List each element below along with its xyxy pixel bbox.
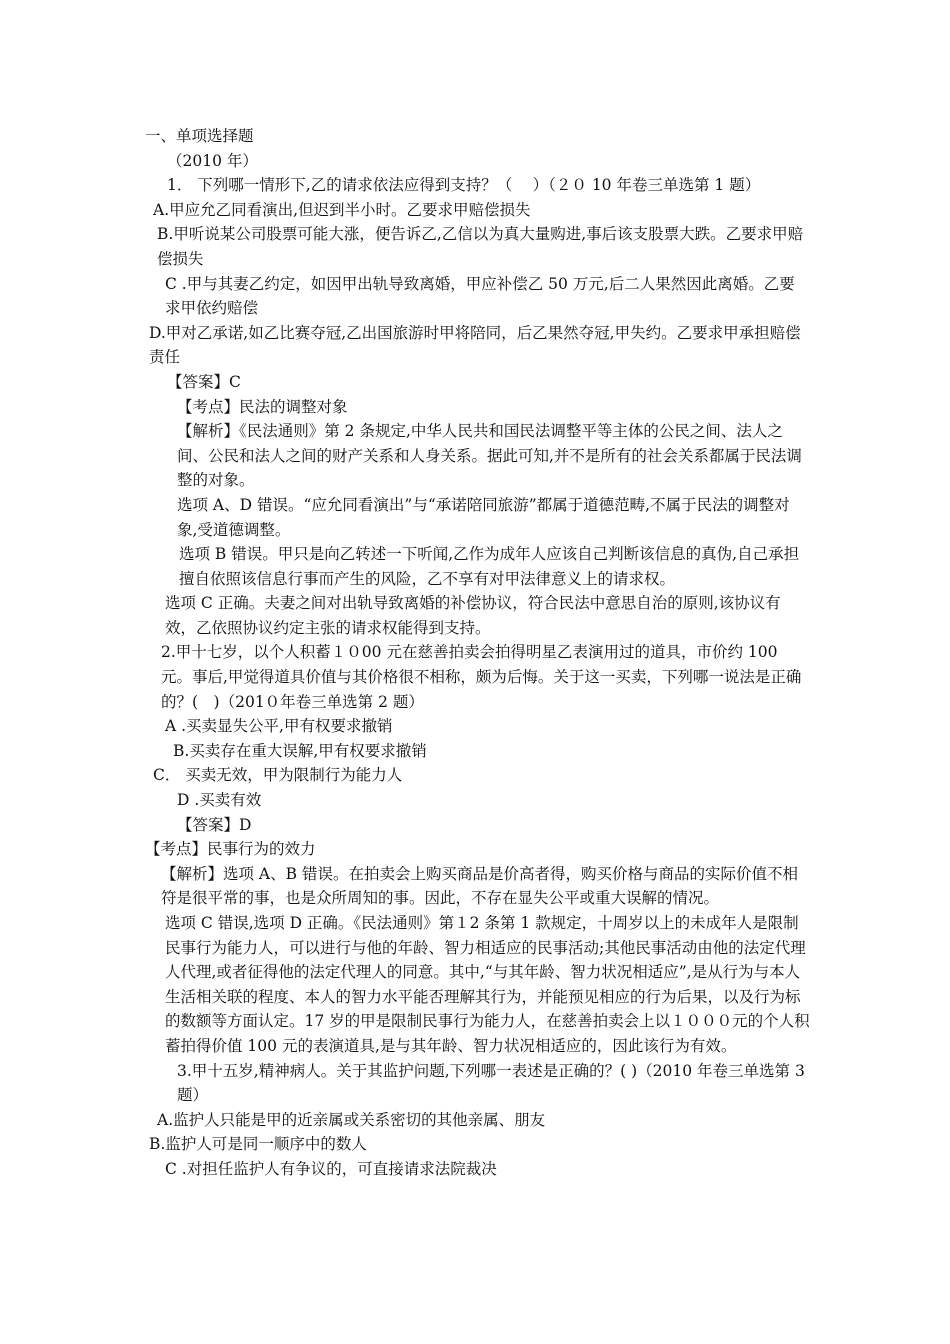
year-heading: （2010 年） (167, 151, 258, 170)
question-3-option-c: C .对担任监护人有争议的，可直接请求法院裁决 (165, 1159, 497, 1178)
question-2-option-b: B.买卖存在重大误解,甲有权要求撤销 (173, 741, 427, 760)
question-3-option-a: A.监护人只能是甲的近亲属或关系密切的其他亲属、朋友 (157, 1110, 546, 1129)
question-1-topic: 【考点】民法的调整对象 (177, 397, 348, 416)
question-3-stem: 3.甲十五岁,精神病人。关于其监护问题,下列哪一表述是正确的？( )（2010 年卷三单选第 3 题） (177, 1061, 810, 1105)
question-1-stem: 1． 下列哪一情形下,乙的请求依法应得到支持？（ ）（２０ 10 年卷三单选第 1 题） (167, 176, 761, 195)
question-1-answer: 【答案】C (167, 372, 241, 391)
question-2-option-a: A .买卖显失公平,甲有权要求撤销 (165, 717, 393, 736)
question-2-analysis: 【解析】选项 A、B 错误。在拍卖会上购买商品是价高者得，购买价格与商品的实际价值不相符是很平常的事，也是众所周知的事。因此，不存在显失公平或重大误解的情况。 (161, 864, 798, 908)
question-1-analysis-b: 选项 B 错误。甲只是向乙转述一下听闻,乙作为成年人应该自己判断该信息的真伪,自己承担擅自依照该信息行事而产生的风险，乙不享有对甲法律意义上的请求权。 (179, 545, 800, 588)
question-3-option-b: B.监护人可是同一顺序中的数人 (149, 1135, 367, 1154)
question-2-option-c: C． 买卖无效，甲为限制行为能力人 (153, 766, 403, 785)
question-1-option-b: B.甲听说某公司股票可能大涨，便告诉乙,乙信以为真大量购进,事后该支股票大跌。乙要求甲赔偿损失 (157, 225, 804, 268)
question-1-analysis: 【解析】《民法通则》第 2 条规定,中华人民共和国民法调整平等主体的公民之间、法人之间、公民和法人之间的财产关系和人身关系。据此可知,并不是所有的社会关系都属于民法调整的对象。 (177, 422, 802, 490)
question-1-analysis-ad: 选项 A、D 错误。“应允同看演出”与“承诺陪同旅游”都属于道德范畴,不属于民法的调整对象,受道德调整。 (177, 495, 790, 539)
question-2-stem: 2.甲十七岁，以个人积蓄１０00 元在慈善拍卖会拍得明星乙表演用过的道具，市价约 100 元。事后,甲觉得道具价值与其价格很不相称，颇为后悔。关于这一买卖，下列哪一说法是正确的？( )（201０年卷三单选第 2 题） (161, 643, 802, 711)
question-2-topic: 【考点】民事行为的效力 (145, 840, 316, 859)
question-1-analysis-c: 选项 C 正确。夫妻之间对出轨导致离婚的补偿协议，符合民法中意思自治的原则,该协议有效，乙依照协议约定主张的请求权能得到支持。 (165, 594, 781, 637)
document-body (145, 124, 810, 1182)
question-2-option-d: D .买卖有效 (177, 791, 262, 810)
question-2-analysis-cd: 选项 C 错误,选项 D 正确。《民法通则》第１2 条第 1 款规定，十周岁以上的未成年人是限制民事行为能力人，可以进行与他的年龄、智力相适应的民事活动;其他民事活动由他的法定代理人代理,或者征得他的法定代理人的同意。其中,“与其年龄、智力状况相适应”,是从行为与本人生活相关联的程度、本人的智力水平能否理解其行为，并能预见相应的行为后果，以及行为标的数额等方面认定。17 岁的甲是限制民事行为能力人，在慈善拍卖会上以１０００元的个人积蓄拍得价值 100 元的表演道具,是与其年龄、智力状况相适应的，因此该行为有效。 (165, 914, 810, 1055)
question-2-answer: 【答案】D (177, 815, 252, 834)
section-heading: 一、单项选择题 (145, 127, 254, 145)
question-1-option-c: C .甲与其妻乙约定，如因甲出轨导致离婚，甲应补偿乙 50 万元,后二人果然因此离婚。乙要求甲依约赔偿 (165, 274, 795, 318)
question-1-option-d: D.甲对乙承诺,如乙比赛夺冠,乙出国旅游时甲将陪同，后乙果然夺冠,甲失约。乙要求甲承担赔偿责任 (149, 323, 801, 367)
question-1-option-a: A.甲应允乙同看演出,但迟到半小时。乙要求甲赔偿损失 (153, 200, 531, 219)
